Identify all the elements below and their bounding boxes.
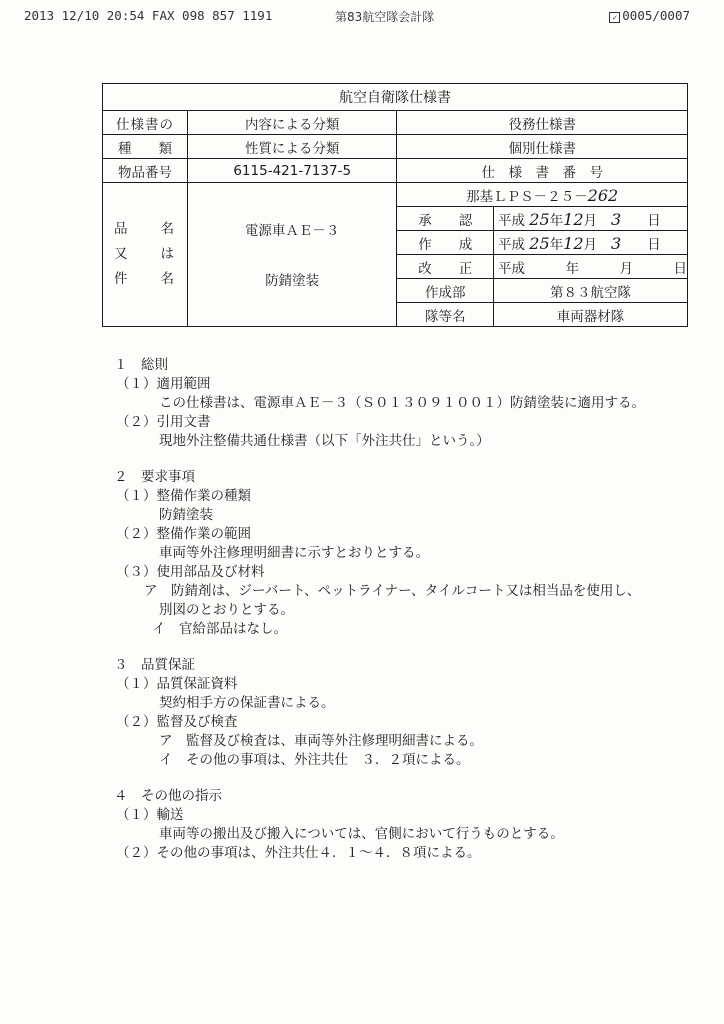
spec-type-label: 仕様書の [103,111,188,135]
unit-label: 隊等名 [397,303,494,327]
section-3-title: ３ 品質保証 [114,657,195,673]
section-3-2: （２）監督及び検査 [116,714,238,730]
section-1-title: １ 総則 [114,357,168,373]
section-4-title: ４ その他の指示 [114,788,222,804]
create-label: 作 成 [397,231,494,255]
section-4-1-text: 車両等の搬出及び搬入については、官側において行うものとする。 [159,826,564,842]
section-3-2-a: ア 監督及び検査は、車両等外注修理明細書による。 [159,733,483,749]
table-title: 航空自衛隊仕様書 [103,84,688,111]
content-class-value: 役務仕様書 [397,111,688,135]
nature-class-value: 個別仕様書 [397,135,688,159]
kind-label: 種 類 [103,135,188,159]
dept-value: 第８３航空隊 [494,279,688,303]
create-date: 平成 25年12月 3 日 [494,231,688,255]
item-name-label: 品 名 又 は 件 名 [103,183,188,327]
revise-date: 平成 年 月 日 [494,255,688,279]
fax-page-number: ✓ 0005/0007 [609,8,690,23]
section-3-1-text: 契約相手方の保証書による。 [159,695,335,711]
section-1-2: （２）引用文書 [116,414,211,430]
section-2-3-a-cont: 別図のとおりとする。 [159,602,294,618]
content-class-label: 内容による分類 [187,111,396,135]
item-number-label: 物品番号 [103,159,188,183]
section-3-2-b: イ その他の事項は、外注共仕 ３．２項による。 [159,752,470,768]
fax-header-sender: 第83航空隊会計隊 [335,10,435,24]
approve-label: 承 認 [397,207,494,231]
spec-number-value: 那基ＬＰＳ－２５－262 [397,183,688,207]
section-2-3-a: ア 防錆剤は、ジーバート、ペットライナー、タイルコート又は相当品を使用し、 [144,583,641,599]
section-2-1: （１）整備作業の種類 [116,488,251,504]
item-name-cell [187,183,396,327]
item-name-value: 電源車ＡＥ－３ [244,223,340,239]
item-description-value: 防錆塗装 [265,273,320,289]
section-2-2-text: 車両等外注修理明細書に示すとおりとする。 [159,545,429,561]
unit-value: 車両器材隊 [494,303,688,327]
section-4-2: （２）その他の事項は、外注共仕４．１～４．８項による。 [116,845,481,861]
section-2-1-text: 防錆塗装 [159,507,213,523]
dept-label: 作成部 [397,279,494,303]
handwritten-spec-number: 262 [587,185,619,205]
section-2-title: ２ 要求事項 [114,469,195,485]
section-1-2-text: 現地外注整備共通仕様書（以下「外注共仕」という。） [159,433,490,449]
section-3-1: （１）品質保証資料 [116,676,238,692]
fax-page-icon: ✓ [609,12,620,23]
section-2-3-b: イ 官給部品はなし。 [152,621,287,637]
approve-date: 平成 25年12月 3 日 [494,207,688,231]
section-2-3: （３）使用部品及び材料 [116,564,265,580]
item-number-value: 6115-421-7137-5 [187,159,396,183]
section-1-1-text: この仕様書は、電源車ＡＥ－３（Ｓ０１３０９１００１）防錆塗装に適用する。 [159,395,645,411]
spec-number-heading: 仕 様 書 番 号 [397,159,688,183]
revise-label: 改 正 [397,255,494,279]
spec-body [102,356,692,863]
nature-class-label: 性質による分類 [187,135,396,159]
section-1-1: （１）適用範囲 [116,376,211,392]
section-2-2: （２）整備作業の範囲 [116,526,251,542]
specification-table [102,83,688,327]
fax-header-left: 2013 12/10 20:54 FAX 098 857 1191 [24,8,273,23]
section-4-1: （１）輸送 [116,807,184,823]
